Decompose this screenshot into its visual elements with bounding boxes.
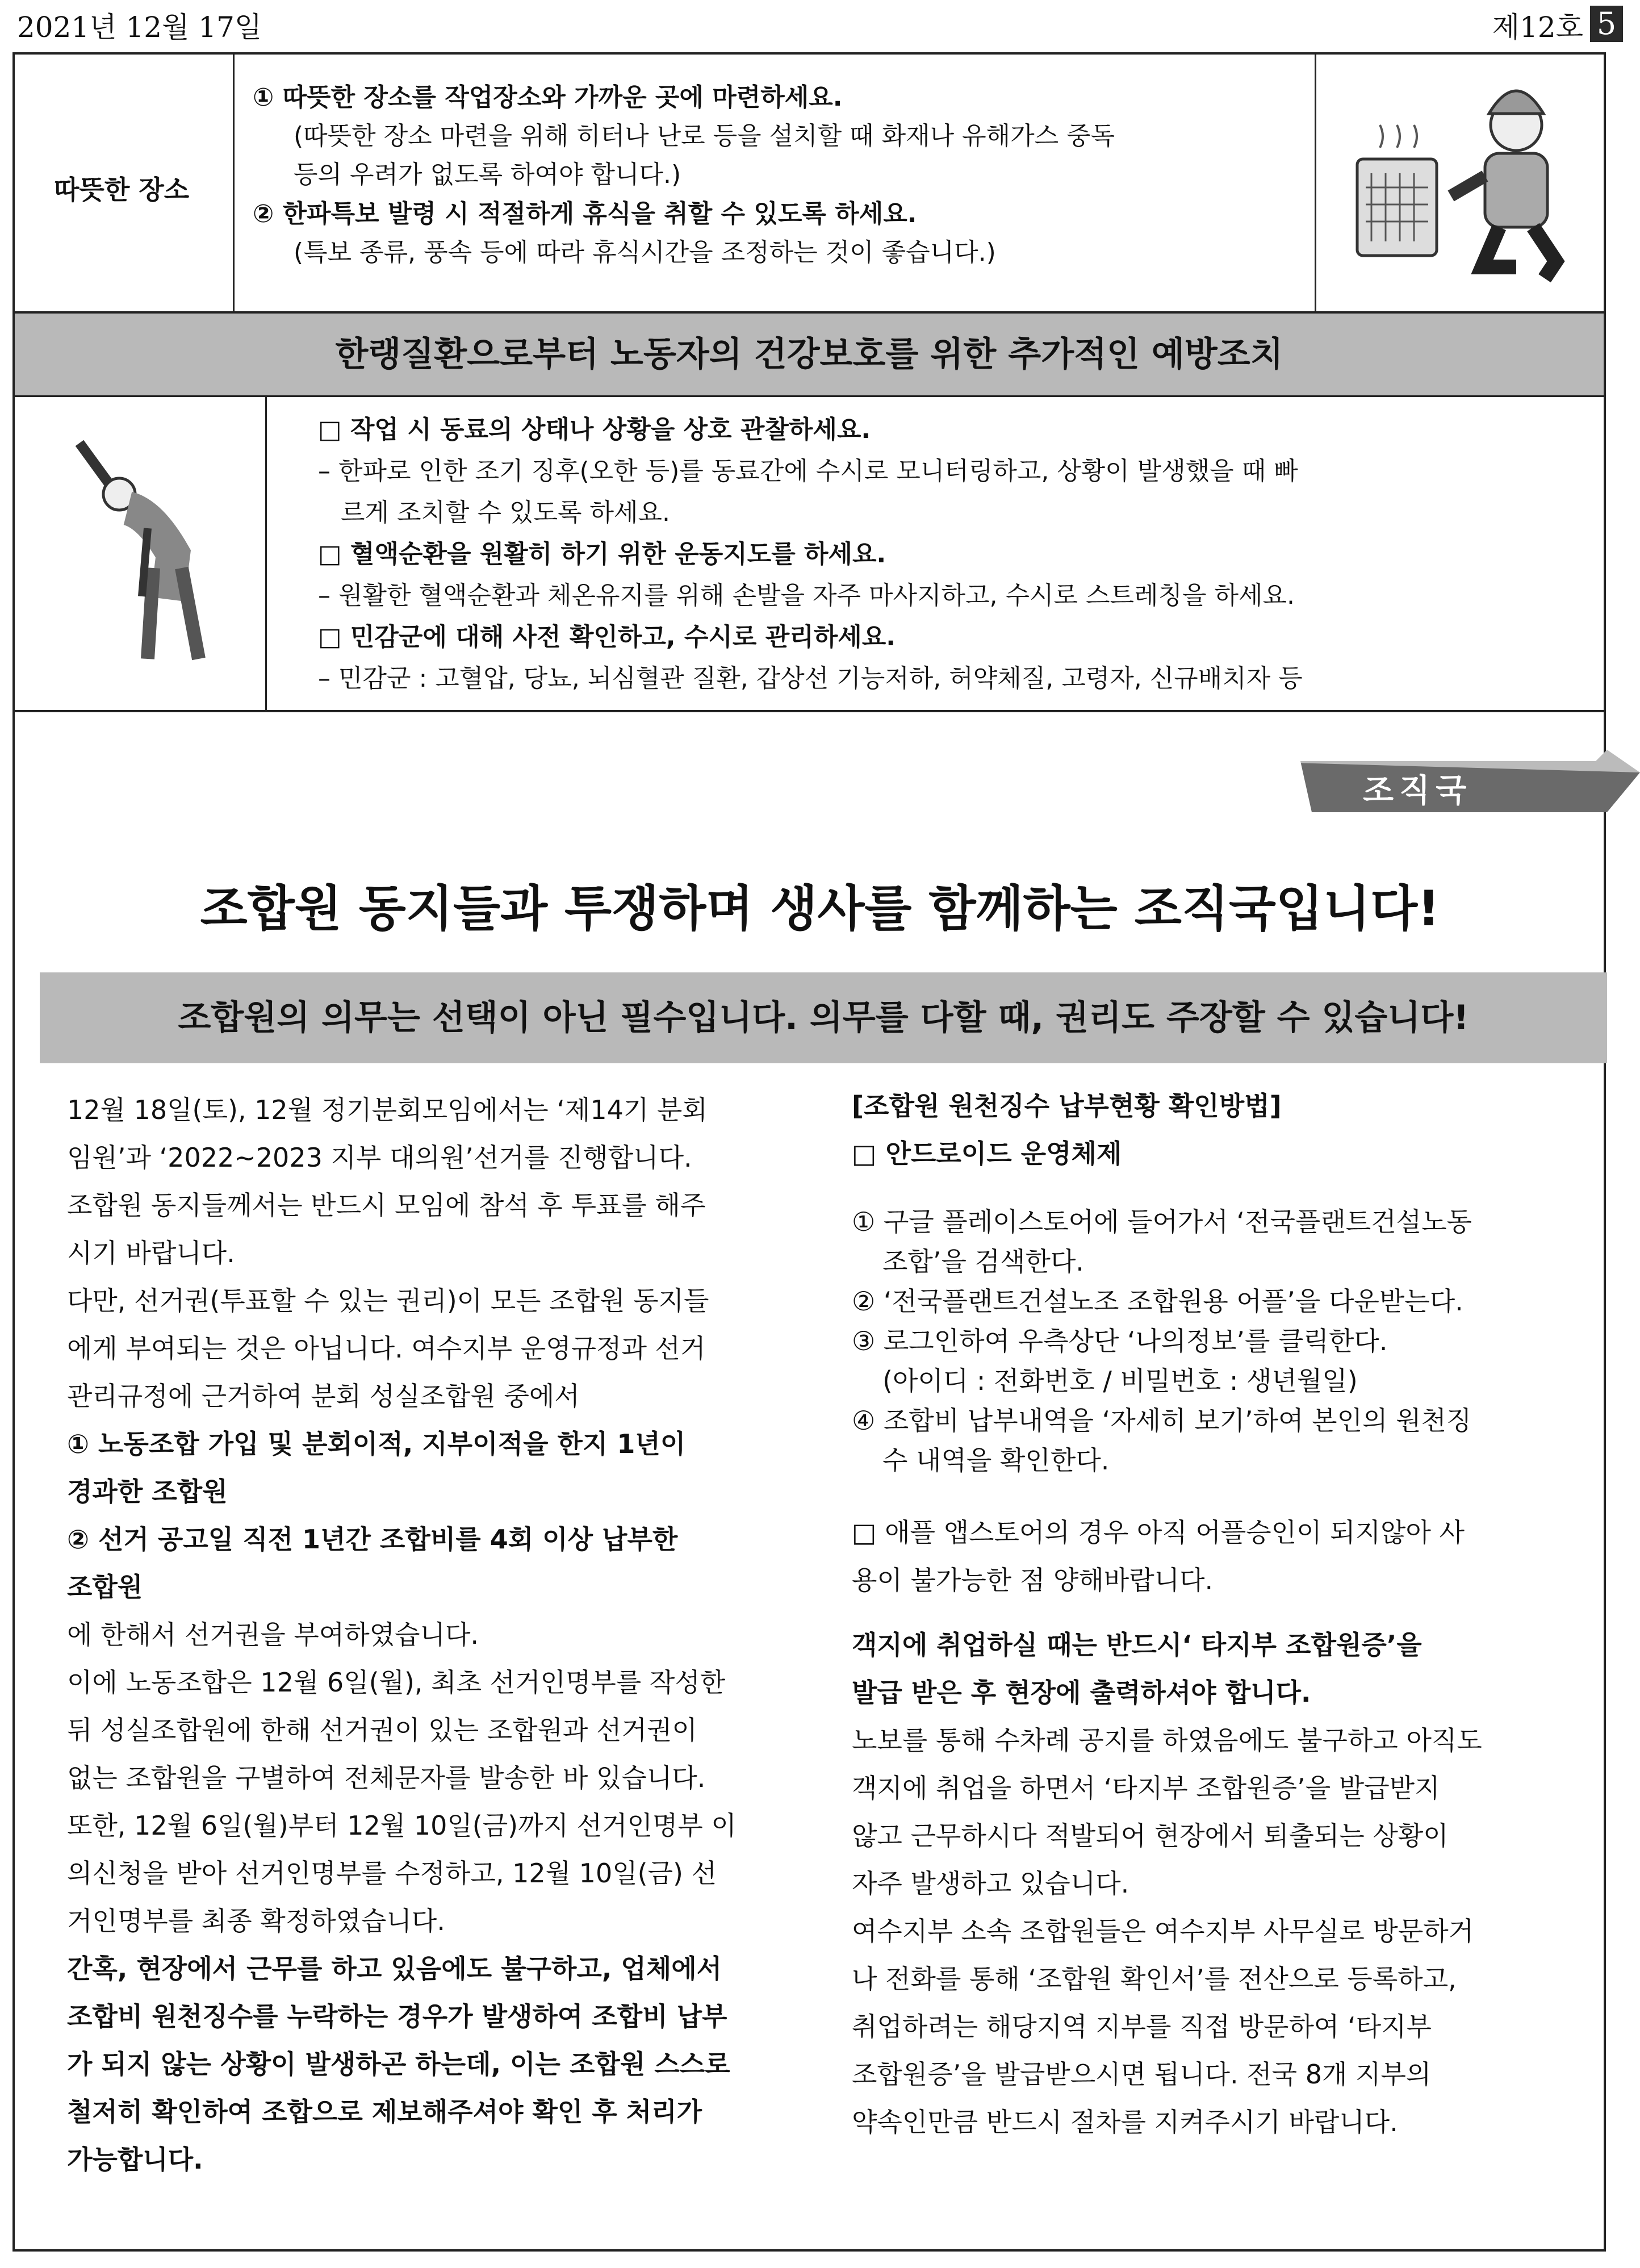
right-para-line: 여수지부 소속 조합원들은 여수지부 사무실로 방문하거 — [852, 1916, 1474, 1947]
left-para-line: 간혹, 현장에서 근무를 하고 있음에도 불구하고, 업체에서 — [67, 1953, 722, 1984]
warm-item-1: ① 따뜻한 장소를 작업장소와 가까운 곳에 마련하세요. — [253, 83, 843, 112]
left-para-line: 경과한 조합원 — [67, 1476, 228, 1507]
table-divider — [12, 395, 1606, 397]
left-para-line: ② 선거 공고일 직전 1년간 조합비를 4회 이상 납부한 — [67, 1524, 678, 1555]
right-para-line: 않고 근무하시다 적발되어 현장에서 퇴출되는 상황이 — [852, 1820, 1449, 1851]
left-para-line: 가능합니다. — [67, 2144, 203, 2175]
table-divider — [1315, 55, 1316, 311]
left-para-line: 조합비 원천징수를 누락하는 경우가 발생하여 조합비 납부 — [67, 2001, 727, 2032]
table-divider — [265, 397, 267, 710]
table-divider — [12, 710, 1606, 712]
page-number: 5 — [1590, 6, 1623, 42]
left-para-line: 에게 부여되는 것은 아닙니다. 여수지부 운영규정과 선거 — [67, 1333, 706, 1364]
headline: 조합원 동지들과 투쟁하며 생사를 함께하는 조직국입니다! — [200, 880, 1440, 937]
step-1: ① 구글 플레이스토어에 들어가서 ‘전국플랜트건설노동 — [852, 1206, 1472, 1237]
right-column — [852, 1086, 1590, 2146]
right-para-line: 노보를 통해 수차례 공지를 하였음에도 불구하고 아직도 — [852, 1725, 1482, 1756]
prevention-item-1: □ 작업 시 동료의 상태나 상황을 상호 관찰하세요. — [318, 415, 871, 444]
stretching-worker-illustration — [62, 432, 221, 670]
notice-line: 발급 받은 후 현장에 출력하셔야 합니다. — [852, 1677, 1311, 1708]
right-para-line: 약속인만큼 반드시 절차를 지켜주시기 바랍니다. — [852, 2107, 1398, 2137]
left-column — [67, 1086, 805, 2183]
warm-item-2: ② 한파특보 발령 시 적절하게 휴식을 취할 수 있도록 하세요. — [253, 199, 917, 228]
step-2: ② ‘전국플랜트건설노조 조합원용 어플’을 다운받는다. — [852, 1286, 1463, 1317]
left-para-line: 철저히 확인하여 조합으로 제보해주셔야 확인 후 처리가 — [67, 2096, 702, 2127]
step-1-cont: 조합’을 검색한다. — [882, 1246, 1084, 1277]
prevention-item-1-detail: – 한파로 인한 조기 징후(오한 등)를 동료간에 수시로 모니터링하고, 상황이 발생했을 때 빠 — [318, 457, 1298, 486]
warm-item-1-note: 등의 우려가 없도록 하여야 합니다.) — [294, 160, 681, 190]
worker-heater-illustration — [1346, 62, 1584, 301]
warm-item-1-note: (따뜻한 장소 마련을 위해 히터나 난로 등을 설치할 때 화재나 유해가스 중독 — [294, 122, 1115, 151]
step-3-note: (아이디 : 전화번호 / 비밀번호 : 생년월일) — [882, 1365, 1358, 1396]
right-para-line: 나 전화를 통해 ‘조합원 확인서’를 전산으로 등록하고, — [852, 1964, 1457, 1994]
left-para-line: 조합원 — [67, 1572, 143, 1602]
left-para-line: 12월 18일(토), 12월 정기분회모임에서는 ‘제14기 분회 — [67, 1095, 708, 1125]
left-para-line: 임원’과 ‘2022~2023 지부 대의원’선거를 진행합니다. — [67, 1142, 692, 1173]
left-para-line: 다만, 선거권(투표할 수 있는 권리)이 모든 조합원 동지들 — [67, 1285, 709, 1316]
left-para-line: 시기 바랍니다. — [67, 1238, 235, 1268]
left-para-line: 없는 조합원을 구별하여 전체문자를 발송한 바 있습니다. — [67, 1762, 706, 1793]
left-para-line: 관리규정에 근거하여 분회 성실조합원 중에서 — [67, 1381, 580, 1411]
prevention-title: 한랭질환으로부터 노동자의 건강보호를 위한 추가적인 예방조치 — [15, 314, 1604, 395]
step-3: ③ 로그인하여 우측상단 ‘나의정보’를 클릭한다. — [852, 1326, 1388, 1356]
step-4-cont: 수 내역을 확인한다. — [882, 1445, 1110, 1476]
left-para-line: 뒤 성실조합원에 한해 선거권이 있는 조합원과 선거권이 — [67, 1715, 697, 1745]
apple-note-cont: 용이 불가능한 점 양해바랍니다. — [852, 1565, 1214, 1595]
left-para-line: 가 되지 않는 상황이 발생하곤 하는데, 이는 조합원 스스로 — [67, 2049, 730, 2079]
left-para-line: 의신청을 받아 선거인명부를 수정하고, 12월 10일(금) 선 — [67, 1858, 717, 1889]
left-para-line: 또한, 12월 6일(월)부터 12월 10일(금)까지 선거인명부 이 — [67, 1810, 737, 1841]
right-para-line: 자주 발생하고 있습니다. — [852, 1868, 1129, 1899]
prevention-item-2-detail: – 원활한 혈액순환과 체온유지를 위해 손발을 자주 마사지하고, 수시로 스트레칭을 하세요. — [318, 581, 1295, 611]
notice-line: 객지에 취업하실 때는 반드시‘ 타지부 조합원증’을 — [852, 1630, 1422, 1660]
android-heading: □ 안드로이드 운영체제 — [852, 1138, 1122, 1169]
section-tag: 조직국 — [1363, 772, 1472, 809]
warm-place-list — [253, 78, 1115, 272]
issue-number: 제12호 — [1492, 11, 1583, 44]
left-para-line: ① 노동조합 가입 및 분회이적, 지부이적을 한지 1년이 — [67, 1429, 686, 1459]
warm-item-2-note: (특보 종류, 풍속 등에 따라 휴식시간을 조정하는 것이 좋습니다.) — [294, 237, 996, 267]
right-para-line: 조합원증’을 발급받으시면 됩니다. 전국 8개 지부의 — [852, 2059, 1432, 2090]
right-para-line: 객지에 취업을 하면서 ‘타지부 조합원증’을 발급받지 — [852, 1773, 1440, 1803]
step-4: ④ 조합비 납부내역을 ‘자세히 보기’하여 본인의 원천징 — [852, 1405, 1472, 1436]
left-para-line: 조합원 동지들께서는 반드시 모임에 참석 후 투표를 해주 — [67, 1190, 706, 1221]
left-para-line: 거인명부를 최종 확정하였습니다. — [67, 1906, 445, 1936]
left-para-line: 이에 노동조합은 12월 6일(월), 최초 선거인명부를 작성한 — [67, 1667, 726, 1698]
prevention-item-2: □ 혈액순환을 원활히 하기 위한 운동지도를 하세요. — [318, 540, 886, 569]
issue-date: 2021년 12월 17일 — [17, 11, 262, 44]
table-divider — [233, 55, 235, 311]
warm-place-label: 따뜻한 장소 — [54, 174, 190, 205]
right-heading: [조합원 원천징수 납부현황 확인방법] — [852, 1091, 1282, 1121]
left-para-line: 에 한해서 선거권을 부여하였습니다. — [67, 1619, 479, 1650]
subhead: 조합원의 의무는 선택이 아닌 필수입니다. 의무를 다할 때, 권리도 주장할 수 있습니다! — [40, 972, 1607, 1063]
prevention-item-3: □ 민감군에 대해 사전 확인하고, 수시로 관리하세요. — [318, 623, 896, 652]
prevention-item-1-detail: 르게 조치할 수 있도록 하세요. — [341, 498, 670, 528]
prevention-item-3-detail: – 민감군 : 고혈압, 당뇨, 뇌심혈관 질환, 갑상선 기능저하, 허약체질, 고령자, 신규배치자 등 — [318, 664, 1303, 694]
right-para-line: 취업하려는 해당지역 지부를 직접 방문하여 ‘타지부 — [852, 2011, 1432, 2042]
prevention-list — [318, 409, 1303, 699]
apple-note: □ 애플 앱스토어의 경우 아직 어플승인이 되지않아 사 — [852, 1517, 1465, 1548]
